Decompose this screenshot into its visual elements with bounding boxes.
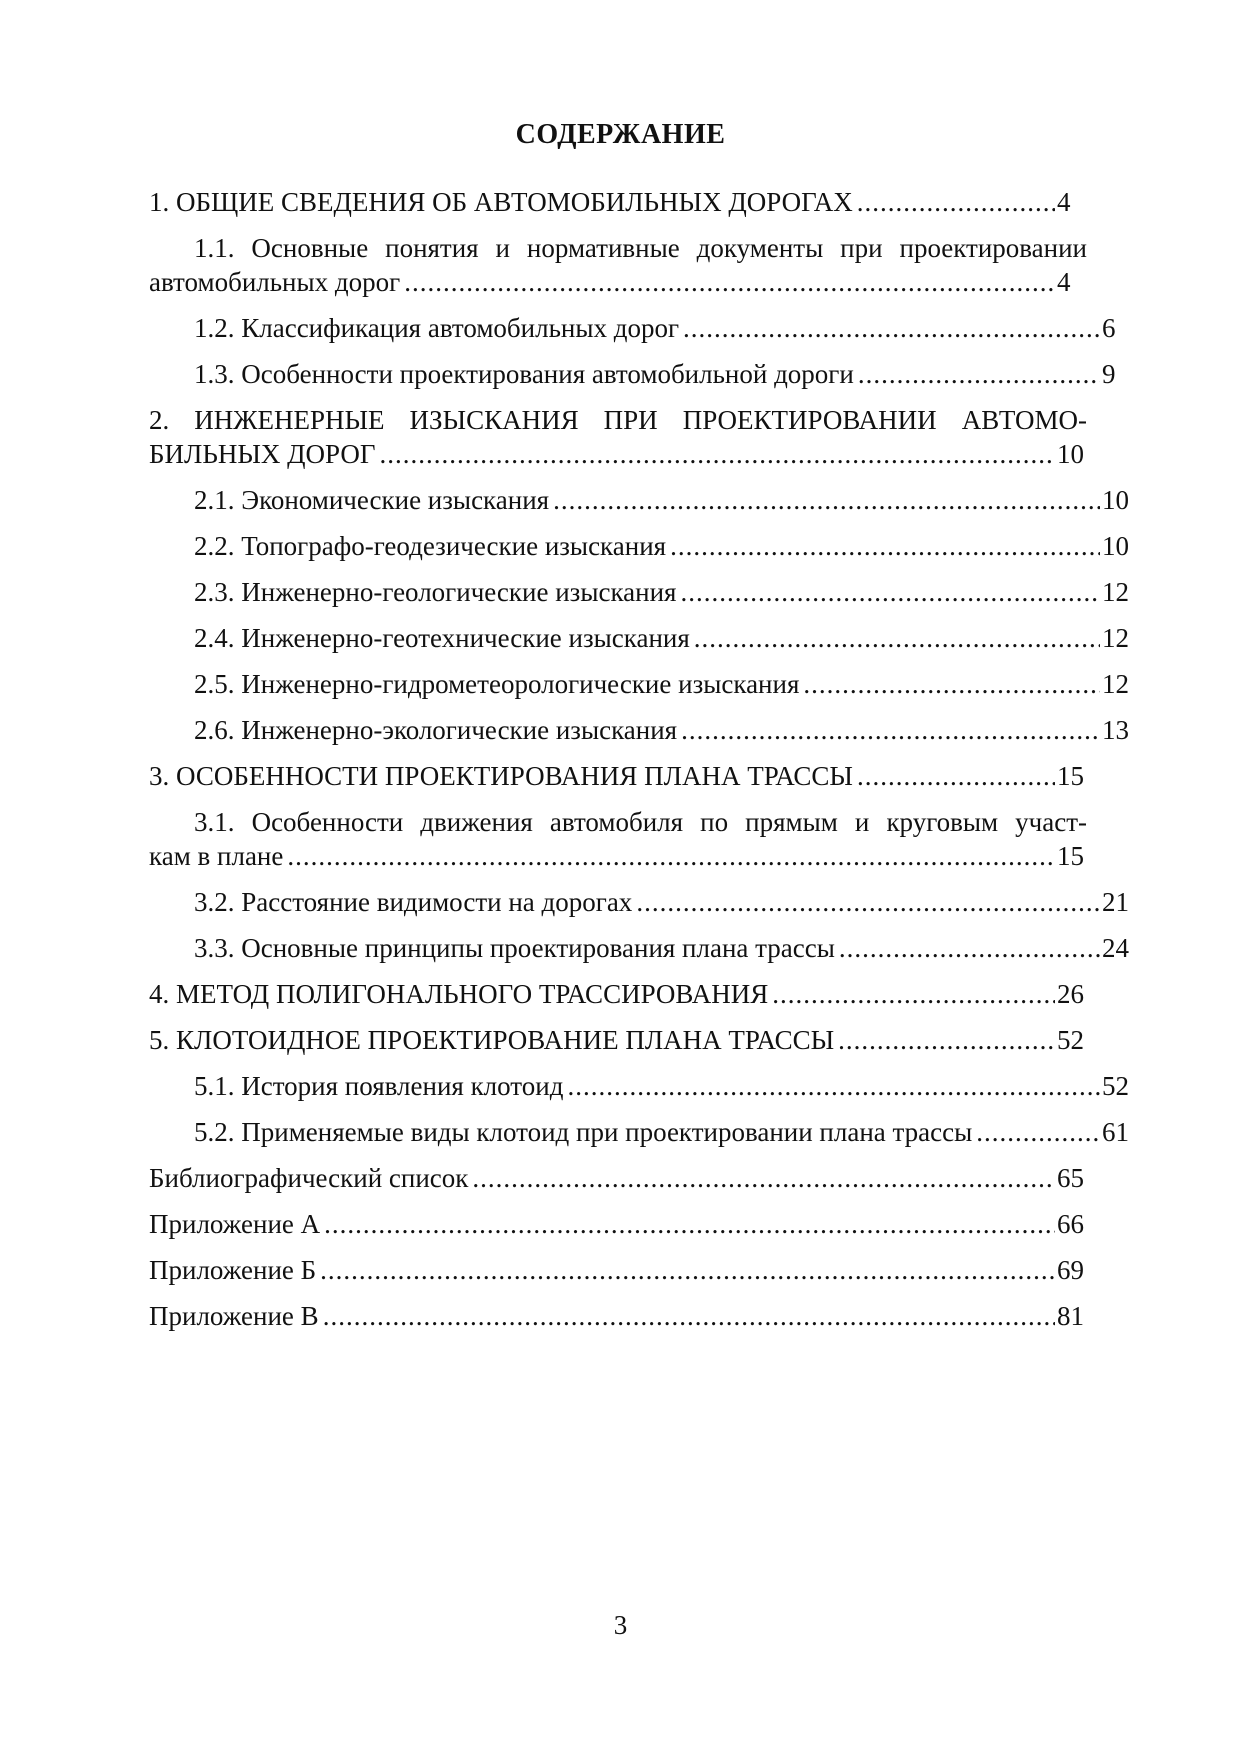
- dot-leader: [694, 621, 1100, 655]
- toc-entry-page: 4: [1057, 187, 1071, 217]
- toc-entry-title: 2.4. Инженерно-геотехнические изыскания: [194, 623, 690, 653]
- toc-entry-page: 12: [1102, 669, 1129, 699]
- toc-entry[interactable]: [149, 483, 1129, 517]
- toc-entry-title: Библиографический список: [149, 1163, 469, 1193]
- toc-entry-page: 26: [1057, 979, 1084, 1009]
- dot-leader: [670, 529, 1100, 563]
- toc-entry-page: 61: [1102, 1117, 1129, 1147]
- toc-entry-page: 52: [1057, 1025, 1084, 1055]
- toc-entry-title: 1.3. Особенности проектирования автомобильной дороги: [194, 359, 854, 389]
- toc-entry-title: 1.2. Классификация автомобильных дорог: [194, 313, 680, 343]
- toc-entry-page: 69: [1057, 1255, 1084, 1285]
- dot-leader: [324, 1207, 1055, 1241]
- dot-leader: [772, 977, 1055, 1011]
- toc-entry-page: 10: [1057, 439, 1084, 469]
- toc-entry-title: автомобильных дорог: [149, 267, 401, 297]
- toc-entry-page: 10: [1102, 485, 1129, 515]
- toc-entry[interactable]: [149, 931, 1129, 965]
- toc-entry-title: кам в плане: [149, 841, 284, 871]
- toc-entry-title: 3.3. Основные принципы проектирования плана трассы: [194, 933, 835, 963]
- toc-entry[interactable]: [149, 1023, 1087, 1057]
- dot-leader: [379, 437, 1055, 471]
- toc-entry-title: 2.2. Топографо-геодезические изыскания: [194, 531, 667, 561]
- toc-entry-page: 81: [1057, 1301, 1084, 1331]
- toc-entry[interactable]: [149, 311, 1116, 345]
- dot-leader: [857, 185, 1055, 219]
- toc-entry-title: 5. КЛОТОИДНОЕ ПРОЕКТИРОВАНИЕ ПЛАНА ТРАССЫ: [149, 1025, 835, 1055]
- toc-entry-page: 52: [1102, 1071, 1129, 1101]
- toc-entry-title: БИЛЬНЫХ ДОРОГ: [149, 439, 376, 469]
- table-of-contents: [149, 185, 1129, 1333]
- toc-entry-page: 6: [1102, 313, 1116, 343]
- dot-leader: [320, 1253, 1055, 1287]
- dot-leader: [838, 1023, 1055, 1057]
- toc-entry[interactable]: [149, 357, 1116, 391]
- dot-leader: [323, 1299, 1055, 1333]
- toc-entry-title-line: 1.1. Основные понятия и нормативные документы при проектировании: [194, 233, 1087, 263]
- toc-entry-page: 24: [1102, 933, 1129, 963]
- dot-leader: [857, 759, 1055, 793]
- toc-entry[interactable]: [149, 403, 1087, 471]
- dot-leader: [404, 265, 1055, 299]
- toc-entry[interactable]: [149, 1207, 1087, 1241]
- toc-entry[interactable]: [149, 1299, 1087, 1333]
- toc-entry-page: 15: [1057, 841, 1084, 871]
- toc-entry-title: 4. МЕТОД ПОЛИГОНАЛЬНОГО ТРАССИРОВАНИЯ: [149, 979, 769, 1009]
- dot-leader: [553, 483, 1100, 517]
- toc-entry-title: 2.5. Инженерно-гидрометеорологические изыскания: [194, 669, 800, 699]
- toc-entry-page: 4: [1057, 267, 1071, 297]
- toc-entry-page: 66: [1057, 1209, 1084, 1239]
- toc-entry-page: 10: [1102, 531, 1129, 561]
- dot-leader: [567, 1069, 1100, 1103]
- toc-entry[interactable]: [149, 1115, 1129, 1149]
- toc-entry[interactable]: [149, 805, 1087, 873]
- toc-entry-title: 2.6. Инженерно-экологические изыскания: [194, 715, 678, 745]
- toc-entry-title: Приложение А: [149, 1209, 321, 1239]
- page-title: СОДЕРЖАНИЕ: [515, 119, 726, 150]
- toc-entry-page: 13: [1102, 715, 1129, 745]
- toc-entry[interactable]: [149, 1253, 1087, 1287]
- toc-entry-title: 5.1. История появления клотоид: [194, 1071, 564, 1101]
- toc-entry[interactable]: [149, 1161, 1087, 1195]
- toc-entry-page: 21: [1102, 887, 1129, 917]
- toc-entry-title: Приложение В: [149, 1301, 319, 1331]
- toc-entry-page: 12: [1102, 623, 1129, 653]
- toc-entry-title: 1. ОБЩИЕ СВЕДЕНИЯ ОБ АВТОМОБИЛЬНЫХ ДОРОГАХ: [149, 187, 853, 217]
- dot-leader: [681, 713, 1100, 747]
- dot-leader: [839, 931, 1100, 965]
- page-number: 3: [613, 1610, 628, 1640]
- toc-entry-title: 5.2. Применяемые виды клотоид при проектировании плана трассы: [194, 1117, 973, 1147]
- toc-entry-title-line: 2. ИНЖЕНЕРНЫЕ ИЗЫСКАНИЯ ПРИ ПРОЕКТИРОВАНИИ АВТОМО-: [149, 405, 1087, 435]
- toc-entry-title: Приложение Б: [149, 1255, 317, 1285]
- dot-leader: [858, 357, 1100, 391]
- dot-leader: [803, 667, 1100, 701]
- dot-leader: [683, 311, 1100, 345]
- toc-entry-title: 3. ОСОБЕННОСТИ ПРОЕКТИРОВАНИЯ ПЛАНА ТРАССЫ: [149, 761, 853, 791]
- toc-entry-page: 12: [1102, 577, 1129, 607]
- toc-entry[interactable]: [149, 185, 1087, 219]
- toc-entry[interactable]: [149, 231, 1087, 299]
- toc-entry[interactable]: [149, 575, 1129, 609]
- toc-entry[interactable]: [149, 713, 1129, 747]
- toc-entry-title: 3.2. Расстояние видимости на дорогах: [194, 887, 633, 917]
- toc-entry[interactable]: [149, 1069, 1129, 1103]
- toc-entry-title: 2.3. Инженерно-геологические изыскания: [194, 577, 677, 607]
- toc-entry[interactable]: [149, 759, 1087, 793]
- dot-leader: [472, 1161, 1055, 1195]
- toc-entry[interactable]: [149, 977, 1087, 1011]
- toc-entry[interactable]: [149, 885, 1129, 919]
- dot-leader: [680, 575, 1100, 609]
- toc-entry-page: 65: [1057, 1163, 1084, 1193]
- toc-entry[interactable]: [149, 667, 1129, 701]
- toc-entry-title-line: 3.1. Особенности движения автомобиля по прямым и круговым участ-: [194, 807, 1087, 837]
- toc-entry[interactable]: [149, 621, 1129, 655]
- toc-entry[interactable]: [149, 529, 1129, 563]
- toc-entry-page: 15: [1057, 761, 1084, 791]
- toc-entry-title: 2.1. Экономические изыскания: [194, 485, 550, 515]
- dot-leader: [636, 885, 1100, 919]
- toc-entry-page: 9: [1102, 359, 1116, 389]
- dot-leader: [287, 839, 1055, 873]
- dot-leader: [976, 1115, 1100, 1149]
